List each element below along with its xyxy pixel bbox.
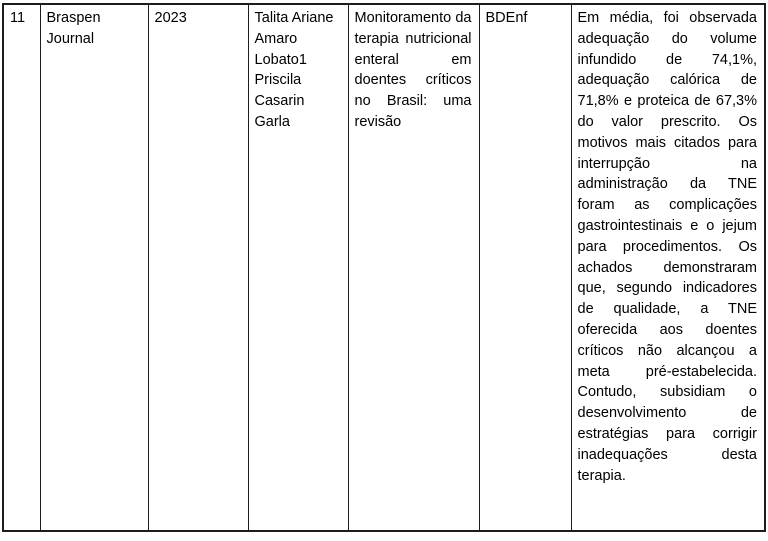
cell-year: 2023 <box>148 4 248 531</box>
cell-summary: Em média, foi observada adequação do volume infundido de 74,1%, adequação calórica de 71,8% e proteica de 67,3% do valor prescrito. Os motivos mais citados para interrupção na administração da TNE foram as complicações gastrointestinais e o jejum para procedimentos. Os achados demonstraram que, segundo indicadores de qualidade, a TNE oferecida aos doentes críticos não alcançou a meta pré-estabelecida. Contudo, subsidiam o desenvolvimento de estratégias para corrigir inadequações desta terapia. <box>571 4 765 531</box>
cell-journal: Braspen Journal <box>40 4 148 531</box>
literature-review-table <box>2 3 766 532</box>
cell-authors: Talita Ariane Amaro Lobato1 Priscila Casarin Garla <box>248 4 348 531</box>
table-row <box>3 4 765 531</box>
cell-title: Monitoramento da terapia nutricional enteral em doentes críticos no Brasil: uma revisão <box>348 4 479 531</box>
cell-entry-number: 11 <box>3 4 40 531</box>
cell-database: BDEnf <box>479 4 571 531</box>
